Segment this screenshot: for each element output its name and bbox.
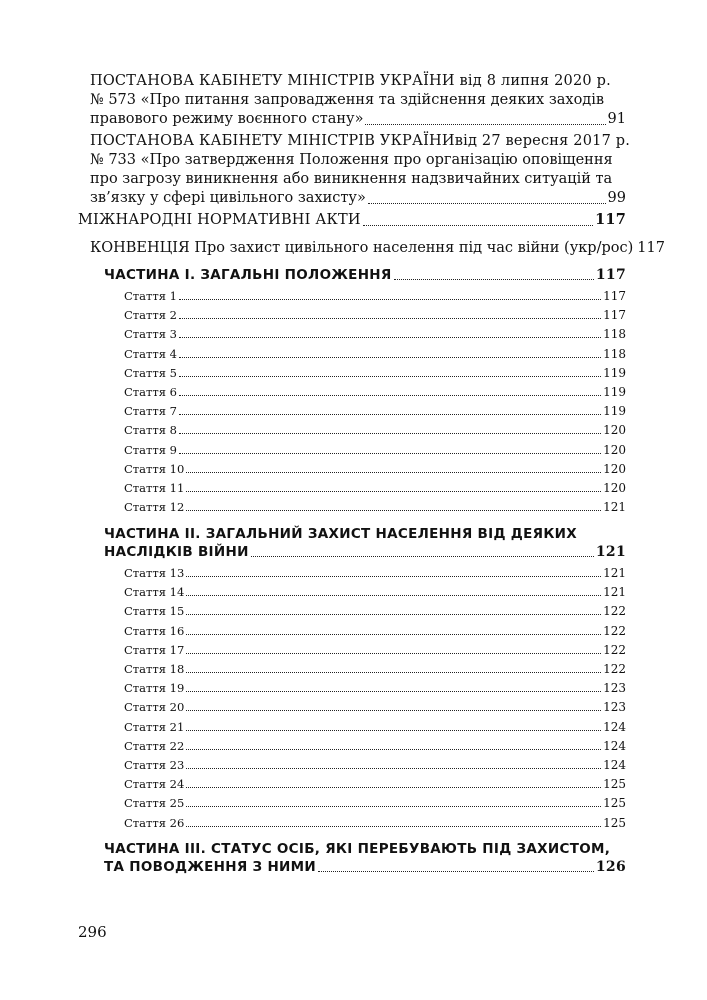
dot-leader: [179, 413, 601, 415]
page-number: 124: [603, 738, 626, 753]
toc-article-entry[interactable]: [124, 623, 626, 639]
toc-article-entry[interactable]: [124, 699, 626, 715]
entry-last-line: [124, 795, 626, 811]
toc-part-3[interactable]: [104, 840, 626, 876]
entry-last-line: [104, 543, 626, 561]
article-label: Стаття 17: [124, 642, 185, 657]
dot-leader: [186, 471, 601, 473]
entry-last-line: [124, 288, 626, 304]
entry-line: № 733 «Про затвердження Положення про організацію оповіщення: [90, 152, 613, 168]
toc-article-entry[interactable]: [124, 680, 626, 696]
entry-line: ЧАСТИНА ІІ. ЗАГАЛЬНИЙ ЗАХИСТ НАСЕЛЕННЯ ВІД ДЕЯКИХ: [104, 526, 577, 542]
page-number: 91: [607, 111, 626, 127]
page-number: 125: [603, 777, 626, 792]
page-number: 117: [603, 308, 626, 323]
entry-last-line: [124, 307, 626, 323]
dot-leader: [186, 729, 601, 731]
toc-article-entry[interactable]: [124, 565, 626, 581]
entry-text: правового режиму воєнного стану»: [90, 111, 364, 127]
article-label: Стаття 21: [124, 719, 185, 734]
article-label: Стаття 20: [124, 700, 185, 715]
article-label: Стаття 6: [124, 385, 177, 399]
dot-leader: [179, 298, 601, 300]
page-number: 118: [603, 346, 626, 361]
part-title: ЧАСТИНА І. ЗАГАЛЬНІ ПОЛОЖЕННЯ: [104, 267, 392, 283]
entry-line: № 573 «Про питання запровадження та здійснення деяких заходів: [90, 92, 605, 108]
dot-leader: [179, 432, 601, 434]
dot-leader: [186, 652, 601, 654]
toc-article-entry[interactable]: [124, 480, 626, 496]
article-label: Стаття 26: [124, 815, 185, 830]
toc-article-entry[interactable]: [124, 461, 626, 477]
page-number: 99: [607, 190, 626, 206]
dot-leader: [186, 490, 601, 492]
article-label: Стаття 11: [124, 481, 185, 495]
entry-last-line: [124, 699, 626, 715]
article-label: Стаття 7: [124, 404, 177, 419]
toc-entry-convention[interactable]: [90, 238, 665, 258]
entry-last-line: [90, 110, 626, 129]
entry-last-line: [124, 815, 626, 831]
section-title: МІЖНАРОДНІ НОРМАТИВНІ АКТИ: [78, 212, 361, 228]
dot-leader: [186, 805, 601, 807]
entry-last-line: [124, 680, 626, 696]
page-number: 124: [603, 758, 626, 772]
page-number: 124: [603, 719, 626, 734]
page-number: 126: [595, 859, 626, 875]
article-label: Стаття 24: [124, 777, 185, 792]
page-number: 118: [603, 327, 626, 342]
entry-last-line: [124, 346, 626, 362]
dot-leader: [186, 633, 601, 635]
toc-section-international-acts[interactable]: [78, 210, 626, 230]
dot-leader: [186, 613, 601, 615]
dot-leader: [365, 123, 605, 125]
page-folio: 296: [78, 923, 107, 941]
toc-part-2[interactable]: [104, 525, 626, 561]
toc-article-entry[interactable]: [124, 795, 626, 811]
page-number: 120: [603, 442, 626, 457]
dot-leader: [368, 202, 606, 204]
page-number: 122: [603, 642, 626, 657]
dot-leader: [186, 671, 601, 673]
article-label: Стаття 3: [124, 327, 177, 342]
dot-leader: [186, 767, 601, 769]
toc-article-entry[interactable]: [124, 603, 626, 619]
article-label: Стаття 8: [124, 423, 177, 438]
page-number: 122: [603, 604, 626, 619]
page-number: 121: [603, 500, 626, 515]
dot-leader: [394, 278, 594, 280]
article-label: Стаття 16: [124, 623, 185, 638]
entry-last-line: [104, 858, 626, 876]
entry-last-line: [124, 442, 626, 458]
entry-last-line: [124, 661, 626, 677]
dot-leader: [186, 575, 601, 577]
article-label: Стаття 1: [124, 289, 177, 303]
article-label: Стаття 9: [124, 442, 177, 457]
page-number: 121: [603, 566, 626, 580]
dot-leader: [186, 509, 601, 511]
article-label: Стаття 25: [124, 796, 185, 811]
dot-leader: [318, 870, 594, 872]
toc-article-entry[interactable]: [124, 584, 626, 600]
entry-last-line: [90, 189, 626, 208]
page-number: 120: [603, 461, 626, 476]
entry-last-line: [124, 326, 626, 342]
convention-title: КОНВЕНЦІЯ Про захист цивільного населення під час війни (укр/рос): [90, 240, 634, 256]
toc-article-entry[interactable]: [124, 661, 626, 677]
dot-leader: [179, 356, 601, 358]
entry-last-line: [124, 403, 626, 419]
page-number: 125: [603, 796, 626, 811]
toc-article-entry[interactable]: [124, 499, 626, 515]
toc-article-entry[interactable]: [124, 442, 626, 458]
entry-last-line: [124, 461, 626, 477]
entry-last-line: [124, 757, 626, 773]
toc-article-entry[interactable]: [124, 642, 626, 658]
page-number: 123: [603, 681, 626, 696]
entry-line: ПОСТАНОВА КАБІНЕТУ МІНІСТРІВ УКРАЇНИвід 27 вересня 2017 р.: [90, 133, 631, 149]
page-number: 121: [595, 544, 626, 560]
article-label: Стаття 18: [124, 662, 185, 676]
page-number: 119: [603, 365, 626, 380]
dot-leader: [186, 690, 601, 692]
entry-last-line: [124, 384, 626, 400]
dot-leader: [186, 786, 601, 788]
page-number: 120: [603, 481, 626, 495]
entry-last-line: [124, 480, 626, 496]
entry-last-line: [124, 719, 626, 735]
entry-last-line: [124, 738, 626, 754]
article-label: Стаття 13: [124, 566, 185, 580]
entry-last-line: [90, 238, 665, 258]
toc-article-entry[interactable]: [124, 307, 626, 323]
toc-article-entry[interactable]: [124, 403, 626, 419]
article-label: Стаття 19: [124, 681, 185, 696]
dot-leader: [179, 317, 601, 319]
page-number: 122: [603, 623, 626, 638]
page-number: 119: [603, 404, 626, 419]
dot-leader: [251, 555, 594, 557]
toc-article-entry[interactable]: [124, 815, 626, 831]
toc-entry-resolution-733[interactable]: [90, 132, 631, 208]
part-title: НАСЛІДКІВ ВІЙНИ: [104, 544, 249, 560]
dot-leader: [186, 594, 601, 596]
article-label: Стаття 22: [124, 738, 185, 753]
entry-last-line: [124, 776, 626, 792]
dot-leader: [186, 748, 601, 750]
toc-part-1[interactable]: [104, 266, 626, 284]
dot-leader: [179, 394, 601, 396]
entry-line: ПОСТАНОВА КАБІНЕТУ МІНІСТРІВ УКРАЇНИ від 8 липня 2020 р.: [90, 73, 611, 89]
dot-leader: [186, 825, 601, 827]
dot-leader: [179, 375, 601, 377]
page-number: 119: [603, 385, 626, 399]
toc-article-entry[interactable]: [124, 776, 626, 792]
page-number: 117: [603, 289, 626, 303]
toc-article-entry[interactable]: [124, 326, 626, 342]
entry-last-line: [124, 365, 626, 381]
entry-last-line: [104, 266, 626, 284]
page-number: 117: [595, 211, 626, 228]
article-label: Стаття 10: [124, 461, 185, 476]
article-label: Стаття 15: [124, 604, 185, 619]
article-label: Стаття 23: [124, 758, 185, 772]
page-number: 125: [603, 815, 626, 830]
entry-last-line: [124, 603, 626, 619]
article-label: Стаття 2: [124, 308, 177, 323]
page-number: 117: [595, 267, 626, 283]
toc-article-entry[interactable]: [124, 384, 626, 400]
article-label: Стаття 12: [124, 500, 185, 515]
entry-last-line: [124, 565, 626, 581]
page-number: 121: [603, 585, 626, 600]
dot-leader: [363, 224, 593, 226]
page-number: 123: [603, 700, 626, 715]
entry-text: зв’язку у сфері цивільного захисту»: [90, 190, 366, 206]
toc-article-entry[interactable]: [124, 422, 626, 438]
dot-leader: [186, 709, 601, 711]
entry-last-line: [124, 422, 626, 438]
page-number: 117: [637, 240, 665, 256]
article-label: Стаття 5: [124, 365, 177, 380]
toc-article-entry[interactable]: [124, 757, 626, 773]
toc-article-entry[interactable]: [124, 346, 626, 362]
entry-last-line: [124, 642, 626, 658]
toc-article-entry[interactable]: [124, 365, 626, 381]
entry-last-line: [124, 499, 626, 515]
page-number: 120: [603, 423, 626, 438]
toc-article-entry[interactable]: [124, 288, 626, 304]
article-label: Стаття 4: [124, 346, 177, 361]
toc-entry-resolution-573[interactable]: [90, 72, 626, 129]
part-title: ТА ПОВОДЖЕННЯ З НИМИ: [104, 859, 316, 875]
dot-leader: [179, 336, 601, 338]
page-number: 122: [603, 662, 626, 676]
entry-last-line: [78, 210, 626, 230]
entry-last-line: [124, 623, 626, 639]
entry-line: ЧАСТИНА ІІІ. СТАТУС ОСІБ, ЯКІ ПЕРЕБУВАЮТЬ ПІД ЗАХИСТОМ,: [104, 841, 611, 857]
entry-line: про загрозу виникнення або виникнення надзвичайних ситуацій та: [90, 171, 613, 187]
entry-last-line: [124, 584, 626, 600]
toc-article-entry[interactable]: [124, 738, 626, 754]
dot-leader: [179, 452, 601, 454]
toc-article-entry[interactable]: [124, 719, 626, 735]
article-label: Стаття 14: [124, 585, 185, 600]
